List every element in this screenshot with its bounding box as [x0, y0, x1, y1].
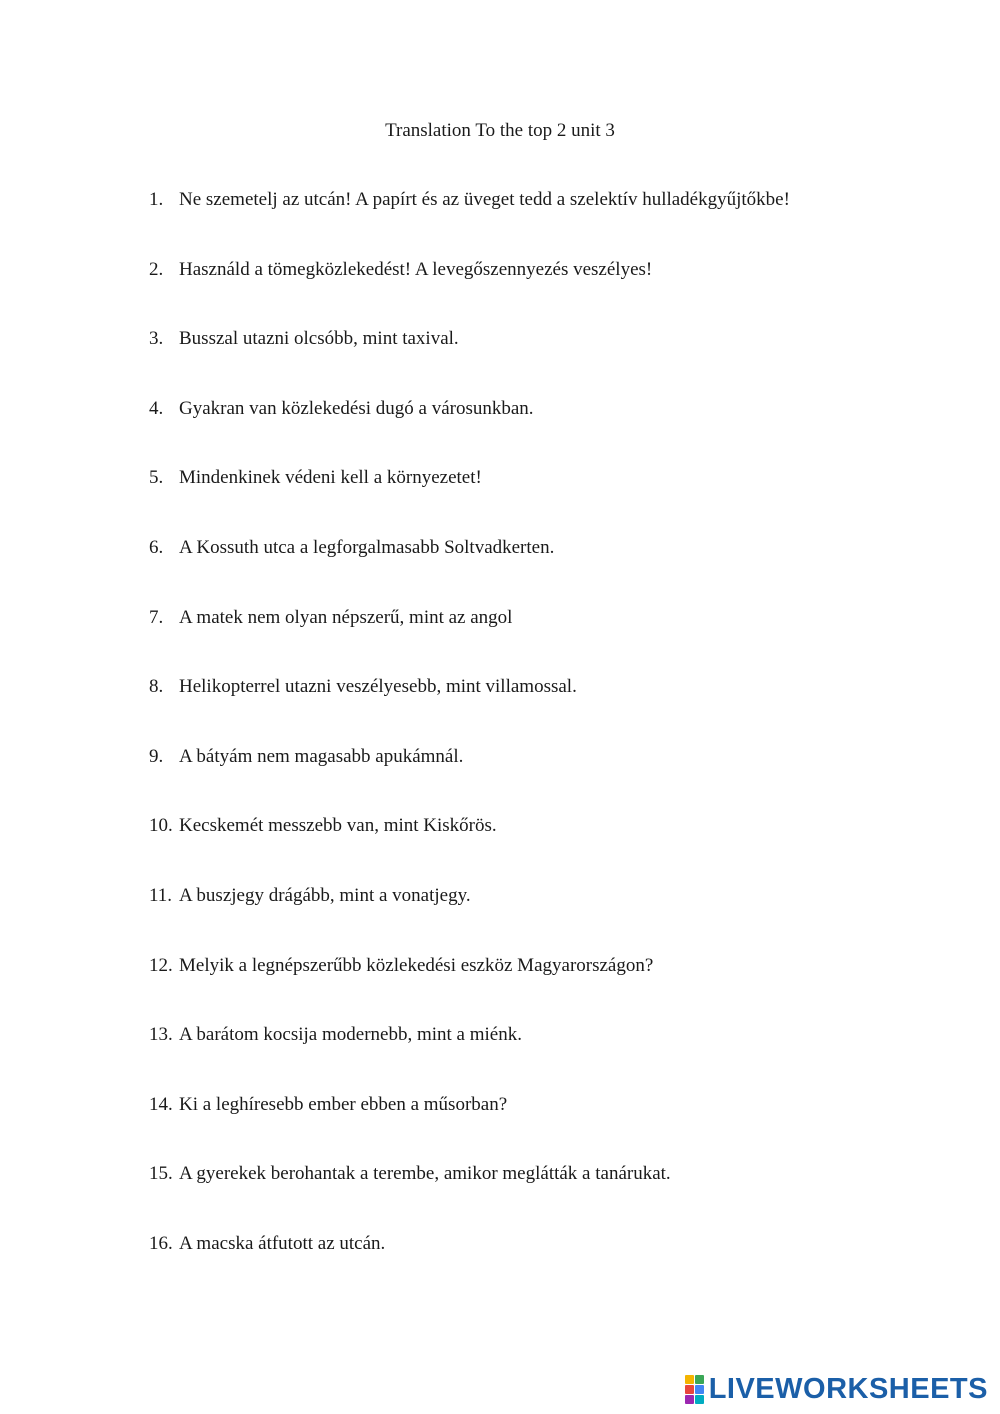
item-number: 3.: [149, 328, 164, 350]
page-title: Translation To the top 2 unit 3: [385, 120, 615, 141]
item-number: 15.: [149, 1163, 173, 1185]
item-number: 7.: [149, 606, 164, 628]
translation-list: [149, 187, 949, 1301]
item-number: 9.: [149, 745, 164, 767]
list-item: [149, 187, 949, 257]
item-text: Melyik a legnépszerűbb közlekedési eszköz Magyarországon?: [179, 954, 654, 976]
item-number: 4.: [149, 397, 164, 419]
brand-name: LIVEWORKSHEETS: [708, 1373, 988, 1405]
list-item: [149, 257, 949, 327]
item-number: 12.: [149, 954, 173, 976]
item-number: 6.: [149, 536, 164, 558]
item-text: Kecskemét messzebb van, mint Kiskőrös.: [179, 815, 497, 837]
list-item: [149, 1022, 949, 1092]
item-text: A barátom kocsija modernebb, mint a miénk.: [179, 1024, 522, 1046]
list-item: [149, 953, 949, 1023]
list-item: [149, 535, 949, 605]
list-item: [149, 1231, 949, 1301]
item-text: Ne szemetelj az utcán! A papírt és az üveget tedd a szelektív hulladékgyűjtőkbe!: [179, 189, 790, 210]
item-number: 8.: [149, 676, 164, 698]
item-text: A gyerekek berohantak a terembe, amikor meglátták a tanárukat.: [179, 1163, 671, 1185]
list-item: [149, 1092, 949, 1162]
item-text: Ki a leghíresebb ember ebben a műsorban?: [179, 1093, 508, 1115]
list-item: [149, 1161, 949, 1231]
item-text: Gyakran van közlekedési dugó a városunkban.: [179, 397, 534, 419]
item-number: 16.: [149, 1232, 173, 1254]
list-item: [149, 465, 949, 535]
list-item: [149, 326, 949, 396]
list-item: [149, 744, 949, 814]
item-text: Mindenkinek védeni kell a környezetet!: [179, 467, 482, 489]
item-text: A buszjegy drágább, mint a vonatjegy.: [179, 884, 471, 906]
item-text: A bátyám nem magasabb apukámnál.: [179, 745, 464, 767]
item-number: 2.: [149, 258, 164, 280]
item-number: 1.: [149, 189, 164, 210]
item-text: Helikopterrel utazni veszélyesebb, mint villamossal.: [179, 676, 577, 698]
list-item: [149, 883, 949, 953]
item-text: Használd a tömegközlekedést! A levegőszennyezés veszélyes!: [179, 258, 653, 280]
logo-mark-icon: [685, 1375, 704, 1404]
item-number: 14.: [149, 1093, 173, 1115]
item-text: Busszal utazni olcsóbb, mint taxival.: [179, 328, 459, 350]
item-text: A macska átfutott az utcán.: [179, 1232, 386, 1254]
item-number: 5.: [149, 467, 164, 489]
item-number: 11.: [149, 884, 173, 906]
item-text: A Kossuth utca a legforgalmasabb Soltvadkerten.: [179, 536, 555, 558]
list-item: [149, 396, 949, 466]
list-item: [149, 605, 949, 675]
item-number: 10.: [149, 815, 173, 837]
item-number: 13.: [149, 1024, 173, 1046]
list-item: [149, 813, 949, 883]
liveworksheets-logo: [685, 1374, 988, 1404]
item-text: A matek nem olyan népszerű, mint az angol: [179, 606, 513, 628]
list-item: [149, 674, 949, 744]
